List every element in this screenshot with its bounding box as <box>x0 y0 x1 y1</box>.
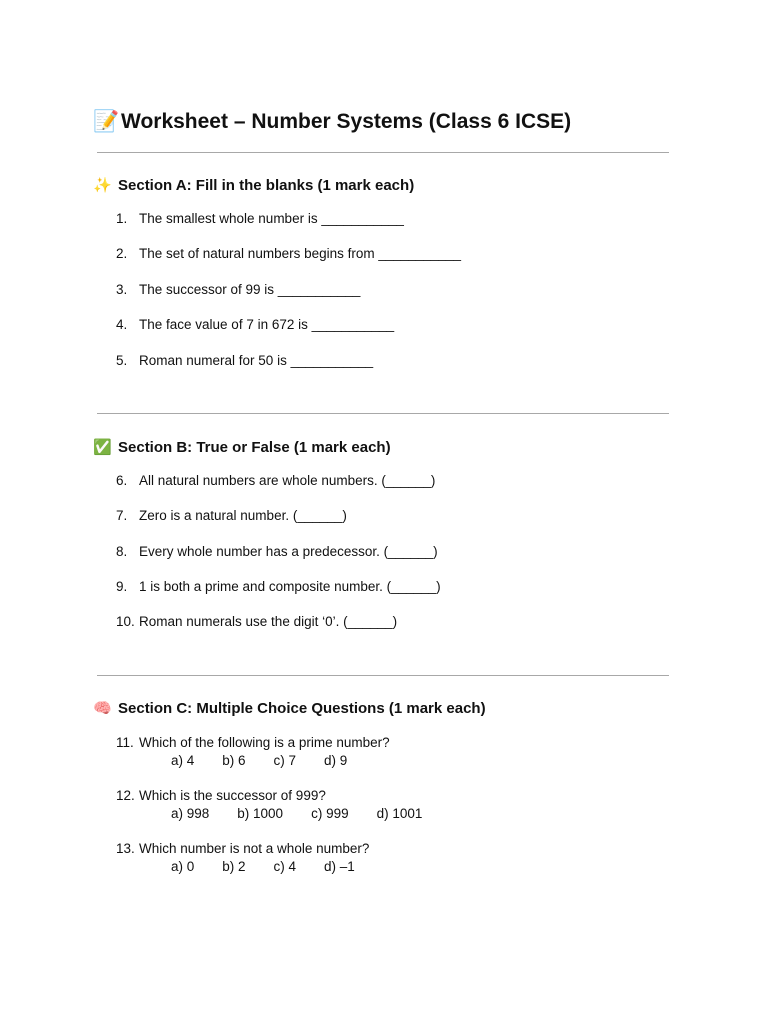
memo-icon: 📝 <box>93 109 120 133</box>
option-c: c) 999 <box>311 806 349 821</box>
section-divider <box>97 675 669 676</box>
section-c-heading-text: Section C: Multiple Choice Questions (1 mark each) <box>118 700 486 717</box>
option-a: a) 0 <box>171 859 195 874</box>
brain-icon: 🧠 <box>93 699 112 717</box>
question-number: 11. <box>116 735 134 750</box>
section-divider <box>97 152 669 153</box>
question-text: The face value of 7 in 672 is ___________ <box>139 317 395 332</box>
question-item <box>116 507 347 525</box>
question-item <box>116 543 438 561</box>
question-text: Zero is a natural number. (______) <box>139 508 347 523</box>
question-item <box>116 787 326 805</box>
option-d: d) 9 <box>324 753 348 768</box>
question-text: Which of the following is a prime number? <box>139 735 390 750</box>
question-item <box>116 245 461 263</box>
answer-options <box>171 752 375 770</box>
section-b-heading-text: Section B: True or False (1 mark each) <box>118 439 391 456</box>
question-number: 13. <box>116 841 135 856</box>
question-text: Which number is not a whole number? <box>139 841 370 856</box>
question-text: The set of natural numbers begins from ___________ <box>139 246 461 261</box>
option-d: d) 1001 <box>376 806 423 821</box>
question-number: 1. <box>116 211 128 226</box>
question-number: 6. <box>116 473 128 488</box>
section-a-heading <box>93 174 414 197</box>
check-mark-icon: ✅ <box>93 438 112 456</box>
answer-options <box>171 805 450 823</box>
section-b-heading <box>93 436 391 459</box>
question-number: 10. <box>116 614 135 629</box>
question-text: The successor of 99 is ___________ <box>139 282 361 297</box>
sparkles-icon: ✨ <box>93 176 112 194</box>
question-item <box>116 578 441 596</box>
question-number: 7. <box>116 508 128 523</box>
option-c: c) 7 <box>273 753 297 768</box>
question-item <box>116 316 394 334</box>
page-title <box>93 106 571 137</box>
question-item <box>116 472 435 490</box>
option-d: d) –1 <box>324 859 355 874</box>
question-text: Roman numerals use the digit ‘0’. (______) <box>139 614 398 629</box>
section-a-heading-text: Section A: Fill in the blanks (1 mark each) <box>118 177 415 194</box>
option-b: b) 2 <box>222 859 246 874</box>
option-c: c) 4 <box>273 859 297 874</box>
question-item <box>116 840 369 858</box>
question-item <box>116 210 404 228</box>
option-a: a) 998 <box>171 806 210 821</box>
section-divider <box>97 413 669 414</box>
question-number: 3. <box>116 282 128 297</box>
question-text: Every whole number has a predecessor. (______) <box>139 544 438 559</box>
question-text: All natural numbers are whole numbers. (______) <box>139 473 436 488</box>
question-item <box>116 613 397 631</box>
question-number: 4. <box>116 317 128 332</box>
question-text: The smallest whole number is ___________ <box>139 211 404 226</box>
question-text: Roman numeral for 50 is ___________ <box>139 353 374 368</box>
section-c-heading <box>93 697 486 720</box>
question-text: Which is the successor of 999? <box>139 788 326 803</box>
question-number: 9. <box>116 579 128 594</box>
question-number: 12. <box>116 788 135 803</box>
option-b: b) 6 <box>222 753 246 768</box>
option-b: b) 1000 <box>237 806 284 821</box>
question-number: 5. <box>116 353 128 368</box>
answer-options <box>171 858 383 876</box>
option-a: a) 4 <box>171 753 195 768</box>
question-text: 1 is both a prime and composite number. (______) <box>139 579 441 594</box>
page-title-text: Worksheet – Number Systems (Class 6 ICSE) <box>121 110 572 133</box>
question-number: 8. <box>116 544 128 559</box>
question-number: 2. <box>116 246 128 261</box>
question-item <box>116 352 373 370</box>
question-item <box>116 734 390 752</box>
question-item <box>116 281 360 299</box>
